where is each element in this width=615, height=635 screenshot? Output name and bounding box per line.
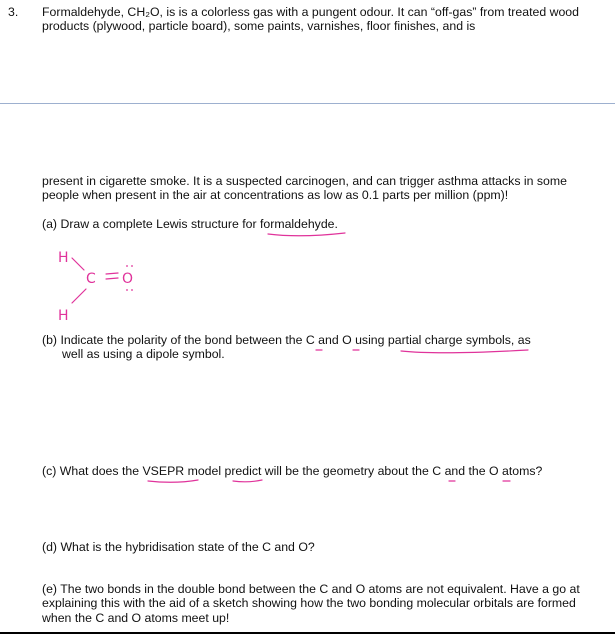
underline-vsepr-model	[148, 480, 198, 482]
part-b-prompt-line2: well as using a dipole symbol.	[62, 347, 225, 361]
page-divider	[0, 103, 615, 104]
sketch-lone-pair-dot	[131, 289, 133, 291]
sketch-c: C	[86, 271, 96, 287]
sketch-bond-c-h-bottom	[72, 289, 86, 303]
part-c-prompt: (c) What does the VSEPR model predict will be the geometry about the C and the O atoms?	[42, 464, 543, 478]
part-a-prompt: (a) Draw a complete Lewis structure for formaldehyde.	[42, 217, 338, 231]
underline-partial-charge-symbols	[401, 350, 528, 353]
part-d-prompt: (d) What is the hybridisation state of the C and O?	[42, 540, 315, 554]
underline-formaldehyde	[268, 233, 345, 236]
sketch-h-bottom: H	[58, 308, 69, 324]
sketch-lone-pair-dot	[126, 289, 128, 291]
part-e-prompt: (e) The two bonds in the double bond between the C and O atoms are not equivalent. Have a go at explaining this with the aid of a sketch showing how the two bonding molecular orbitals are formed when the C and O atoms meet up!	[42, 582, 580, 625]
underline-predict	[233, 480, 262, 482]
part-b-prompt-line1: (b) Indicate the polarity of the bond between the C and O using partial charge symbols, as	[42, 333, 531, 347]
sketch-lone-pair-dot	[131, 265, 133, 267]
question-number: 3.	[8, 5, 19, 19]
sketch-double-bond	[106, 273, 118, 279]
sketch-bond-h-top-c	[72, 258, 84, 270]
sketch-lone-pair-dot	[126, 265, 128, 267]
sketch-o: O	[122, 271, 134, 287]
sketch-h-top: H	[58, 250, 69, 266]
question-intro-part1: Formaldehyde, CH₂O, is is a colorless gas with a pungent odour. It can “off-gas” from treated wood products (plywood, particle board), some paints, varnishes, floor finishes, and is	[42, 5, 579, 34]
question-intro-part2: present in cigarette smoke. It is a suspected carcinogen, and can trigger asthma attacks in some people when present in the air at concentrations as low as 0.1 parts per million (ppm)!	[42, 174, 567, 203]
bottom-rule	[0, 632, 615, 634]
